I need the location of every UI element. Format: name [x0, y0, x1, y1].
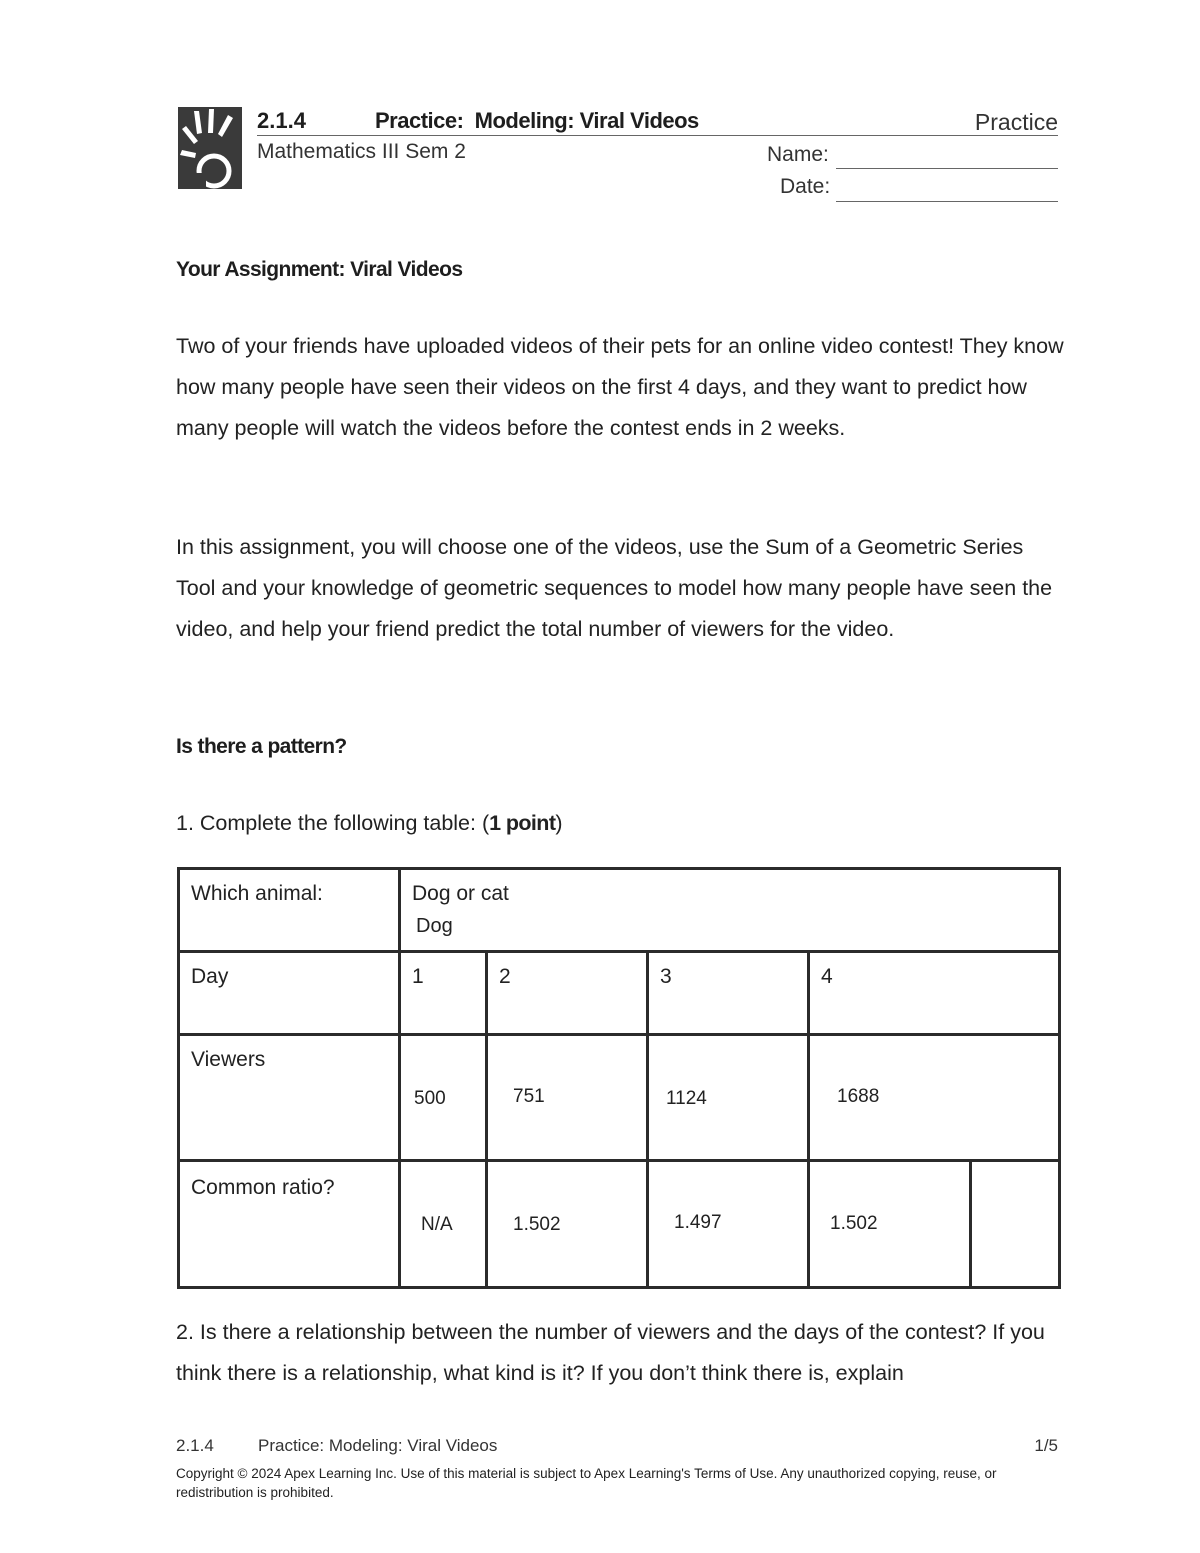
page-number: 1/5: [1034, 1436, 1058, 1455]
name-field[interactable]: [836, 168, 1058, 169]
question-1-suffix: ): [555, 811, 563, 835]
viewers-label: Viewers: [191, 1048, 266, 1071]
day-value: 4: [821, 965, 833, 988]
viewers-cell[interactable]: [809, 1035, 1060, 1161]
header-divider: [257, 135, 1058, 136]
question-1: [176, 811, 563, 836]
viewers-cell[interactable]: [400, 1035, 487, 1161]
viewers-table: [177, 867, 1061, 1289]
table-row-viewers: [179, 1035, 1060, 1161]
ratio-cell[interactable]: [400, 1161, 487, 1288]
intro-paragraph: Two of your friends have uploaded videos of their pets for an online video contest! They know how many people have seen their videos on the first 4 days, and they want to predict how many people will watch the videos before the contest ends in 2 weeks.: [176, 334, 1064, 440]
footer-code: 2.1.4: [176, 1436, 214, 1455]
ratio-value[interactable]: 1.497: [674, 1212, 722, 1233]
day-value: 3: [660, 965, 672, 988]
ratio-cell[interactable]: [809, 1161, 971, 1288]
ratio-label-cell: [179, 1161, 400, 1288]
date-field[interactable]: [836, 201, 1058, 202]
viewers-value[interactable]: 751: [513, 1086, 545, 1107]
viewers-cell[interactable]: [487, 1035, 648, 1161]
viewers-cell[interactable]: [648, 1035, 809, 1161]
question-2: 2. Is there a relationship between the number of viewers and the days of the contest? If you think there is a relationship, what kind is it? If you don’t think there is, explain: [176, 1320, 1045, 1385]
ratio-cell[interactable]: [648, 1161, 809, 1288]
day-cell: [809, 952, 1060, 1035]
footer-title: Practice: Modeling: Viral Videos: [258, 1436, 498, 1455]
animal-answer-cell[interactable]: [400, 869, 1060, 952]
animal-label-cell: [179, 869, 400, 952]
pattern-heading: Is there a pattern?: [176, 735, 347, 758]
copyright-notice: Copyright © 2024 Apex Learning Inc. Use of this material is subject to Apex Learning's Terms of Use. Any unauthorized copying, reuse, or redistribution is prohibited.: [176, 1466, 997, 1500]
day-cell: [400, 952, 487, 1035]
ratio-label: Common ratio?: [191, 1176, 335, 1199]
day-value: 1: [412, 965, 424, 988]
ratio-value[interactable]: 1.502: [513, 1214, 561, 1235]
animal-answer[interactable]: Dog: [416, 915, 453, 937]
apex-logo-icon: [178, 107, 242, 189]
table-row-day: [179, 952, 1060, 1035]
assignment-heading: Your Assignment: Viral Videos: [176, 258, 463, 281]
day-label-cell: [179, 952, 400, 1035]
day-cell: [487, 952, 648, 1035]
viewers-value[interactable]: 1688: [837, 1086, 880, 1107]
lesson-code: 2.1.4: [257, 108, 306, 133]
day-label: Day: [191, 965, 229, 988]
ratio-value[interactable]: N/A: [421, 1214, 453, 1235]
table-row-ratio: [179, 1161, 1060, 1288]
animal-label: Which animal:: [191, 882, 323, 905]
day-cell: [648, 952, 809, 1035]
ratio-cell-empty[interactable]: [971, 1161, 1060, 1288]
viewers-label-cell: [179, 1035, 400, 1161]
course-name: Mathematics III Sem 2: [257, 140, 466, 163]
lesson-type: Practice: [974, 109, 1058, 135]
day-value: 2: [499, 965, 511, 988]
instructions-paragraph: In this assignment, you will choose one of the videos, use the Sum of a Geometric Series Tool and your knowledge of geometric sequences to model how many people have seen the video, and help your friend predict the total number of viewers for the video.: [176, 535, 1053, 641]
ratio-cell[interactable]: [487, 1161, 648, 1288]
name-label: Name:: [767, 143, 829, 166]
date-label: Date:: [780, 175, 831, 198]
table-row-animal: [179, 869, 1060, 952]
question-1-text: 1. Complete the following table: (: [176, 811, 490, 835]
viewers-value[interactable]: 500: [414, 1088, 446, 1109]
viewers-value[interactable]: 1124: [666, 1088, 707, 1109]
ratio-value[interactable]: 1.502: [830, 1213, 878, 1234]
lesson-title: Practice: Modeling: Viral Videos: [375, 108, 699, 133]
animal-prompt: Dog or cat: [412, 882, 509, 905]
question-1-points: 1 point: [489, 811, 556, 835]
